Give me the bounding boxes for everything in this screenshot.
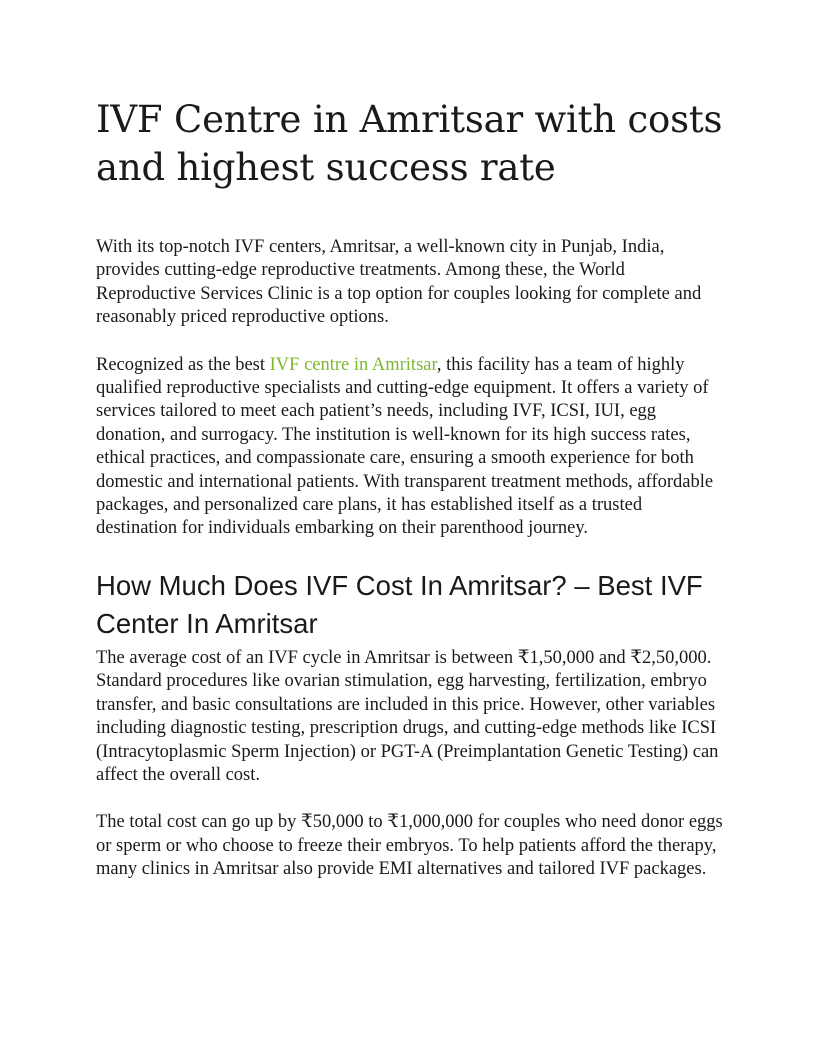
facility-paragraph-text-start: Recognized as the best bbox=[96, 354, 270, 375]
ivf-centre-link[interactable]: IVF centre in Amritsar bbox=[269, 354, 437, 375]
intro-paragraph: With its top-notch IVF centers, Amritsar, a well-known city in Punjab, India, provides cutting-edge reproductive treatments. Among these, the World Reproductive Services Clinic is a top option for couples looking for complete and reasonably priced reproductive options. bbox=[96, 237, 702, 328]
facility-paragraph-text-end: , this facility has a team of highly qualified reproductive specialists and cutting-edge equipment. It offers a variety of services tailored to meet each patient’s needs, including IVF, ICSI, IUI, egg donation, and surrogacy. The institution is well-known for its high success rates, ethical practices, and compassionate care, ensuring a smooth experience for both domestic and international patients. With transparent treatment methods, affordable packages, and personalized care plans, it has established itself as a trusted destination for individuals embarking on their parenthood journey. bbox=[96, 354, 714, 539]
facility-paragraph bbox=[96, 354, 726, 541]
cost-paragraph: The average cost of an IVF cycle in Amritsar is between ₹1,50,000 and ₹2,50,000. Standard procedures like ovarian stimulation, egg harvesting, fertilization, embryo transfer, and basic consultations are included in this price. However, other variables including diagnostic testing, prescription drugs, and cutting-edge methods like ICSI (Intracytoplasmic Sperm Injection) or PGT-A (Preimplantation Genetic Testing) can affect the overall cost. bbox=[96, 647, 719, 785]
page-title: IVF Centre in Amritsar with costs and highest success rate bbox=[96, 98, 723, 189]
extra-cost-paragraph: The total cost can go up by ₹50,000 to ₹1,000,000 for couples who need donor eggs or sperm or who choose to freeze their embryos. To help patients afford the therapy, many clinics in Amritsar also provide EMI alternatives and tailored IVF packages. bbox=[96, 812, 723, 880]
document-page bbox=[96, 96, 726, 882]
cost-section-heading: How Much Does IVF Cost In Amritsar? – Best IVF Center In Amritsar bbox=[96, 569, 703, 639]
